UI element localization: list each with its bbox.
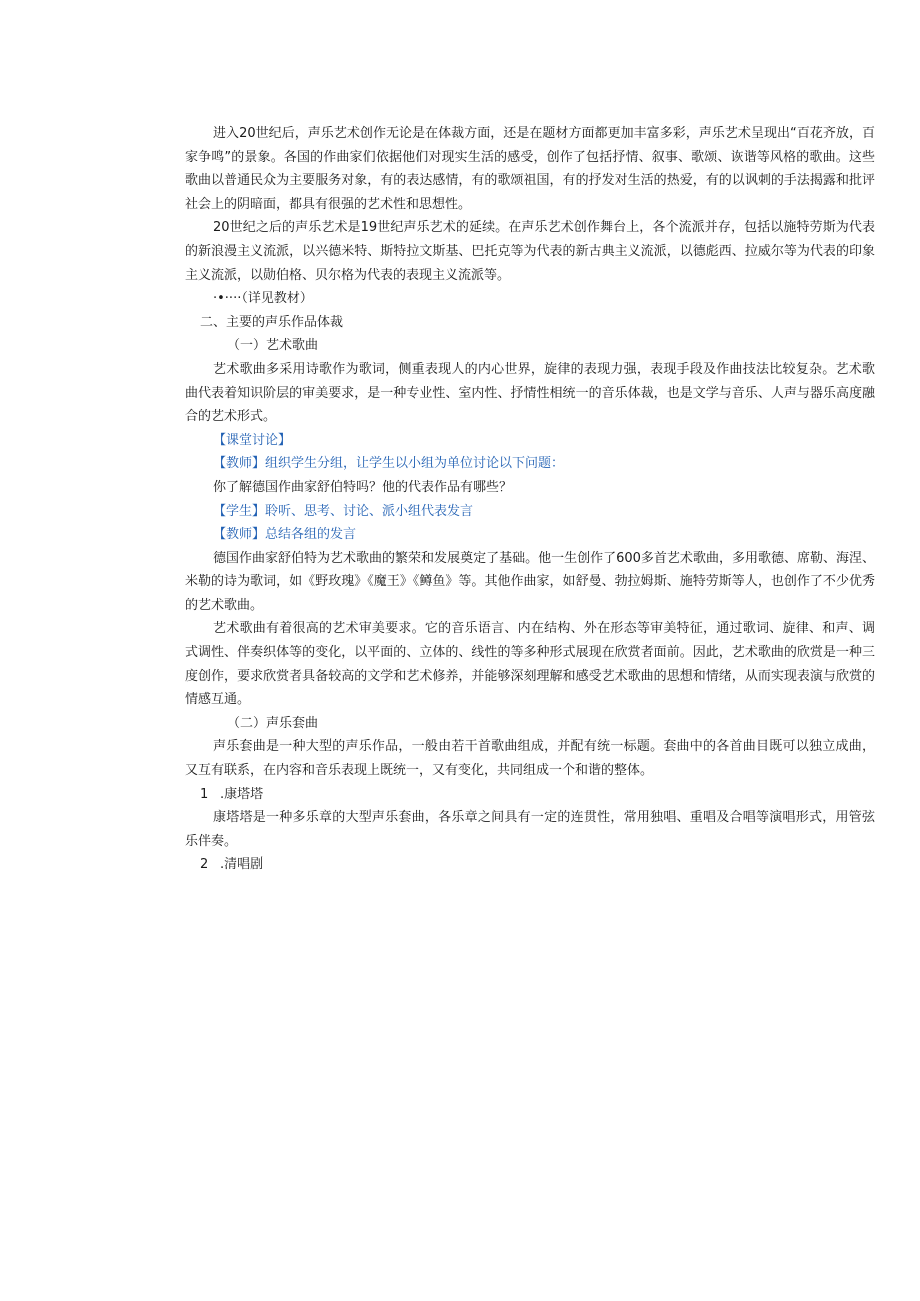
paragraph-cantata: 康塔塔是一种多乐章的大型声乐套曲，各乐章之间具有一定的连贯性，常用独唱、重唱及合唱等演唱形式，用管弦乐伴奏。: [185, 810, 875, 849]
list-number: 2: [200, 857, 209, 873]
paragraph-schubert: 德国作曲家舒伯特为艺术歌曲的繁荣和发展奠定了基础。他一生创作了600多首艺术歌曲，多用歌德、席勒、海涅、米勒的诗为歌词，如《野玫瑰》《魔王》《鳟鱼》等。其他作曲家，如舒曼、勃拉姆斯、施特劳斯等人，也创作了不少优秀的艺术歌曲。: [185, 550, 875, 613]
list-item-cantata: [185, 783, 875, 807]
teacher-summary: 【教师】总结各组的发言: [213, 527, 357, 543]
teacher-instruction: 【教师】组织学生分组，让学生以小组为单位讨论以下问题：: [213, 456, 565, 472]
paragraph-song-cycle: 声乐套曲是一种大型的声乐作品，一般由若干首歌曲组成，并配有统一标题。套曲中的各首曲目既可以独立成曲，又互有联系，在内容和音乐表现上既统一，又有变化，共同组成一个和谐的整体。: [185, 739, 875, 779]
list-number: 1: [200, 786, 209, 802]
list-label: .清唱剧: [220, 857, 264, 873]
student-activity: 【学生】聆听、思考、讨论、派小组代表发言: [213, 503, 474, 519]
subheading-art-song: （一）艺术歌曲: [227, 338, 319, 354]
subheading-song-cycle: （二）声乐套曲: [227, 715, 319, 731]
class-discussion-label: 【课堂讨论】: [213, 432, 292, 448]
document-page: [185, 122, 875, 877]
paragraph-art-song-aesthetics: 艺术歌曲有着很高的艺术审美要求。它的音乐语言、内在结构、外在形态等审美特征，通过歌词、旋律、和声、调式调性、伴奏织体等的变化，以平面的、立体的、线性的等多种形式展现在欣赏者面前。因此，艺术歌曲的欣赏是一种三度创作，要求欣赏者具备较高的文学和艺术修养，并能够深刻理解和感受艺术歌曲的思想和情绪，从而实现表演与欣赏的情感互通。: [185, 621, 875, 708]
paragraph-schools: 20世纪之后的声乐艺术是19世纪声乐艺术的延续。在声乐艺术创作舞台上，各个流派并存，包括以施特劳斯为代表的新浪漫主义流派，以兴德米特、斯特拉文斯基、巴托克等为代表的新古典主义流派，以德彪西、拉威尔等为代表的印象主义流派，以勋伯格、贝尔格为代表的表现主义流派等。: [185, 220, 875, 283]
section-heading-genres: 二、主要的声乐作品体裁: [200, 314, 344, 330]
paragraph-20th-century: 进入20世纪后，声乐艺术创作无论是在体裁方面，还是在题材方面都更加丰富多彩，声乐艺术呈现出“百花齐放，百家争鸣”的景象。各国的作曲家们依据他们对现实生活的感受，创作了包括抒情、叙事、歌颂、诙谐等风格的歌曲。这些歌曲以普通民众为主要服务对象，有的表达感情，有的歌颂祖国，有的抒发对生活的热爱，有的以讽刺的手法揭露和批评社会上的阴暗面，都具有很强的艺术性和思想性。: [185, 126, 875, 212]
ellipsis-see-textbook: ·•····（详见教材）: [213, 291, 313, 307]
paragraph-art-song-definition: 艺术歌曲多采用诗歌作为歌词，侧重表现人的内心世界，旋律的表现力强，表现手段及作曲技法比较复杂。艺术歌曲代表着知识阶层的审美要求，是一种专业性、室内性、抒情性相统一的音乐体裁，也是文学与音乐、人声与器乐高度融合的艺术形式。: [185, 361, 875, 425]
discussion-question: 你了解德国作曲家舒伯特吗？他的代表作品有哪些？: [213, 479, 513, 495]
list-label: .康塔塔: [220, 786, 264, 802]
list-item-oratorio: [185, 853, 875, 877]
